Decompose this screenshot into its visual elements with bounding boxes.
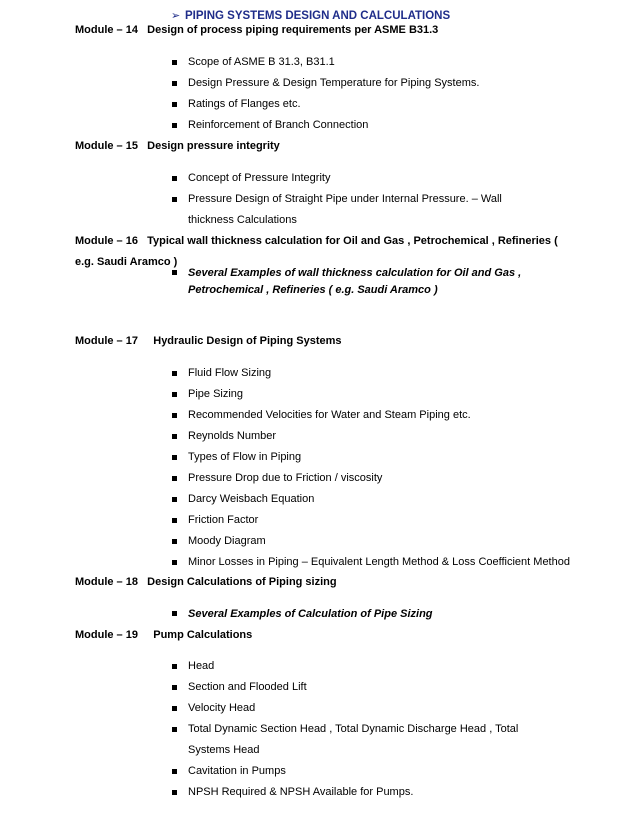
module-title: Pump Calculations (153, 629, 253, 641)
square-bullet-icon (172, 497, 177, 502)
module-number: Module – 14 (75, 24, 138, 36)
square-bullet-icon (172, 727, 177, 732)
module-heading-15 (75, 136, 575, 157)
module-number: Module – 19 (75, 629, 138, 641)
module-15-list (172, 168, 542, 231)
arrow-bullet-icon: ➢ (171, 10, 181, 22)
square-bullet-icon (172, 392, 177, 397)
section-title-text: PIPING SYSTEMS DESIGN AND CALCULATIONS (185, 10, 451, 22)
square-bullet-icon (172, 81, 177, 86)
list-item: Concept of Pressure Integrity (172, 168, 542, 189)
square-bullet-icon (172, 123, 177, 128)
square-bullet-icon (172, 455, 177, 460)
module-title: Hydraulic Design of Piping Systems (153, 335, 342, 347)
module-number: Module – 18 (75, 576, 138, 588)
square-bullet-icon (172, 539, 177, 544)
module-title: Typical wall thickness calculation for Oil and Gas , Petrochemical , Refineries ( e.g. Saudi Aramco ) (75, 235, 558, 268)
square-bullet-icon (172, 518, 177, 523)
square-bullet-icon (172, 560, 177, 565)
square-bullet-icon (172, 664, 177, 669)
module-title: Design of process piping requirements per ASME B31.3 (147, 24, 439, 36)
module-16-list (172, 265, 572, 299)
list-item: Minor Losses in Piping – Equivalent Length Method & Loss Coefficient Method (172, 552, 582, 573)
module-17-list (172, 363, 582, 573)
list-item: Pipe Sizing (172, 384, 582, 405)
module-number: Module – 16 (75, 235, 138, 247)
module-heading-18 (75, 572, 575, 593)
square-bullet-icon (172, 476, 177, 481)
square-bullet-icon (172, 434, 177, 439)
module-title: Design pressure integrity (147, 140, 280, 152)
module-heading-19 (75, 625, 575, 646)
module-heading-17 (75, 331, 575, 352)
module-title: Design Calculations of Piping sizing (147, 576, 337, 588)
square-bullet-icon (172, 60, 177, 65)
list-item: NPSH Required & NPSH Available for Pumps. (172, 782, 552, 803)
list-item: Ratings of Flanges etc. (172, 94, 572, 115)
module-number: Module – 15 (75, 140, 138, 152)
module-18-list (172, 606, 572, 623)
list-item: Design Pressure & Design Temperature for Piping Systems. (172, 73, 572, 94)
module-19-list (172, 656, 552, 803)
module-number: Module – 17 (75, 335, 138, 347)
square-bullet-icon (172, 371, 177, 376)
square-bullet-icon (172, 769, 177, 774)
square-bullet-icon (172, 790, 177, 795)
list-item: Moody Diagram (172, 531, 582, 552)
square-bullet-icon (172, 102, 177, 107)
list-item: Pressure Design of Straight Pipe under Internal Pressure. – Wall thickness Calculations (172, 189, 542, 231)
list-item: Several Examples of Calculation of Pipe Sizing (172, 606, 572, 623)
list-item: Several Examples of wall thickness calculation for Oil and Gas , Petrochemical , Refineries ( e.g. Saudi Aramco ) (172, 265, 572, 299)
list-item: Types of Flow in Piping (172, 447, 582, 468)
list-item: Total Dynamic Section Head , Total Dynamic Discharge Head , Total Systems Head (172, 719, 552, 761)
list-item: Section and Flooded Lift (172, 677, 552, 698)
module-heading-14 (75, 20, 575, 41)
square-bullet-icon (172, 197, 177, 202)
list-item: Reinforcement of Branch Connection (172, 115, 572, 136)
square-bullet-icon (172, 176, 177, 181)
square-bullet-icon (172, 685, 177, 690)
square-bullet-icon (172, 413, 177, 418)
list-item: Fluid Flow Sizing (172, 363, 582, 384)
list-item: Head (172, 656, 552, 677)
list-item: Velocity Head (172, 698, 552, 719)
list-item: Scope of ASME B 31.3, B31.1 (172, 52, 572, 73)
square-bullet-icon (172, 611, 177, 616)
square-bullet-icon (172, 706, 177, 711)
square-bullet-icon (172, 270, 177, 275)
list-item: Pressure Drop due to Friction / viscosity (172, 468, 582, 489)
list-item: Friction Factor (172, 510, 582, 531)
list-item: Recommended Velocities for Water and Steam Piping etc. (172, 405, 582, 426)
list-item: Cavitation in Pumps (172, 761, 552, 782)
list-item: Darcy Weisbach Equation (172, 489, 582, 510)
list-item: Reynolds Number (172, 426, 582, 447)
module-14-list (172, 52, 572, 136)
